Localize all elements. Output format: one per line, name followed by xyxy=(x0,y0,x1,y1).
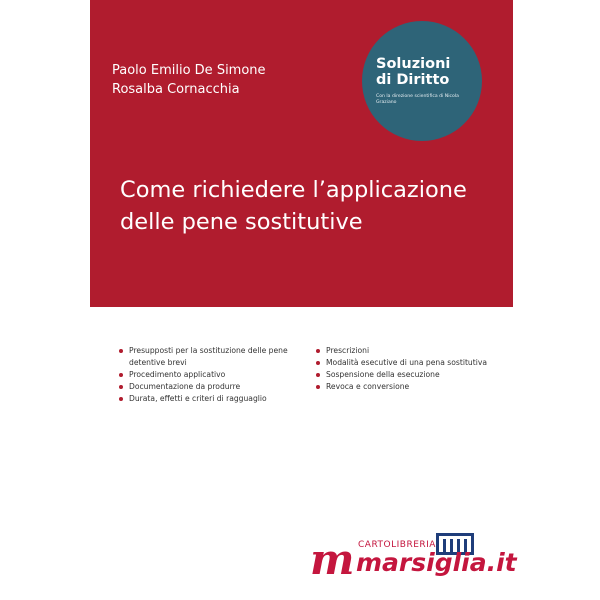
topics-list-right xyxy=(316,345,504,393)
title-line: Come richiedere l’applicazione xyxy=(120,177,467,203)
topic-item: Prescrizioni xyxy=(316,345,504,357)
author-name: Paolo Emilio De Simone xyxy=(112,63,266,78)
book-title xyxy=(120,174,500,238)
watermark-small-text: CARTOLIBRERIA xyxy=(358,540,436,550)
series-badge xyxy=(362,21,482,141)
topic-item: Procedimento applicativo xyxy=(119,369,307,381)
marsiglia-watermark xyxy=(310,535,517,584)
cover-red-panel xyxy=(90,0,513,307)
topic-item: Presupposti per la sostituzione delle pene detentive brevi xyxy=(119,345,307,369)
topic-item: Sospensione della esecuzione xyxy=(316,369,504,381)
topic-item: Modalità esecutive di una pena sostitutiva xyxy=(316,357,504,369)
m-logo-icon: m xyxy=(310,535,355,584)
book-cover xyxy=(90,0,513,600)
topic-item: Revoca e conversione xyxy=(316,381,504,393)
watermark-brand-text: marsiglia.it xyxy=(356,548,517,577)
series-name-line: di Diritto xyxy=(376,72,450,88)
authors xyxy=(112,61,266,99)
series-subtitle: Con la direzione scientifica di Nicola Graziano xyxy=(376,94,459,105)
topics-list-left xyxy=(119,345,307,405)
topic-item: Documentazione da produrre xyxy=(119,381,307,393)
series-name-line: Soluzioni xyxy=(376,56,451,72)
topic-item: Durata, effetti e criteri di ragguaglio xyxy=(119,393,307,405)
series-name xyxy=(376,56,476,88)
author-name: Rosalba Cornacchia xyxy=(112,82,240,97)
title-line: delle pene sostitutive xyxy=(120,209,363,235)
